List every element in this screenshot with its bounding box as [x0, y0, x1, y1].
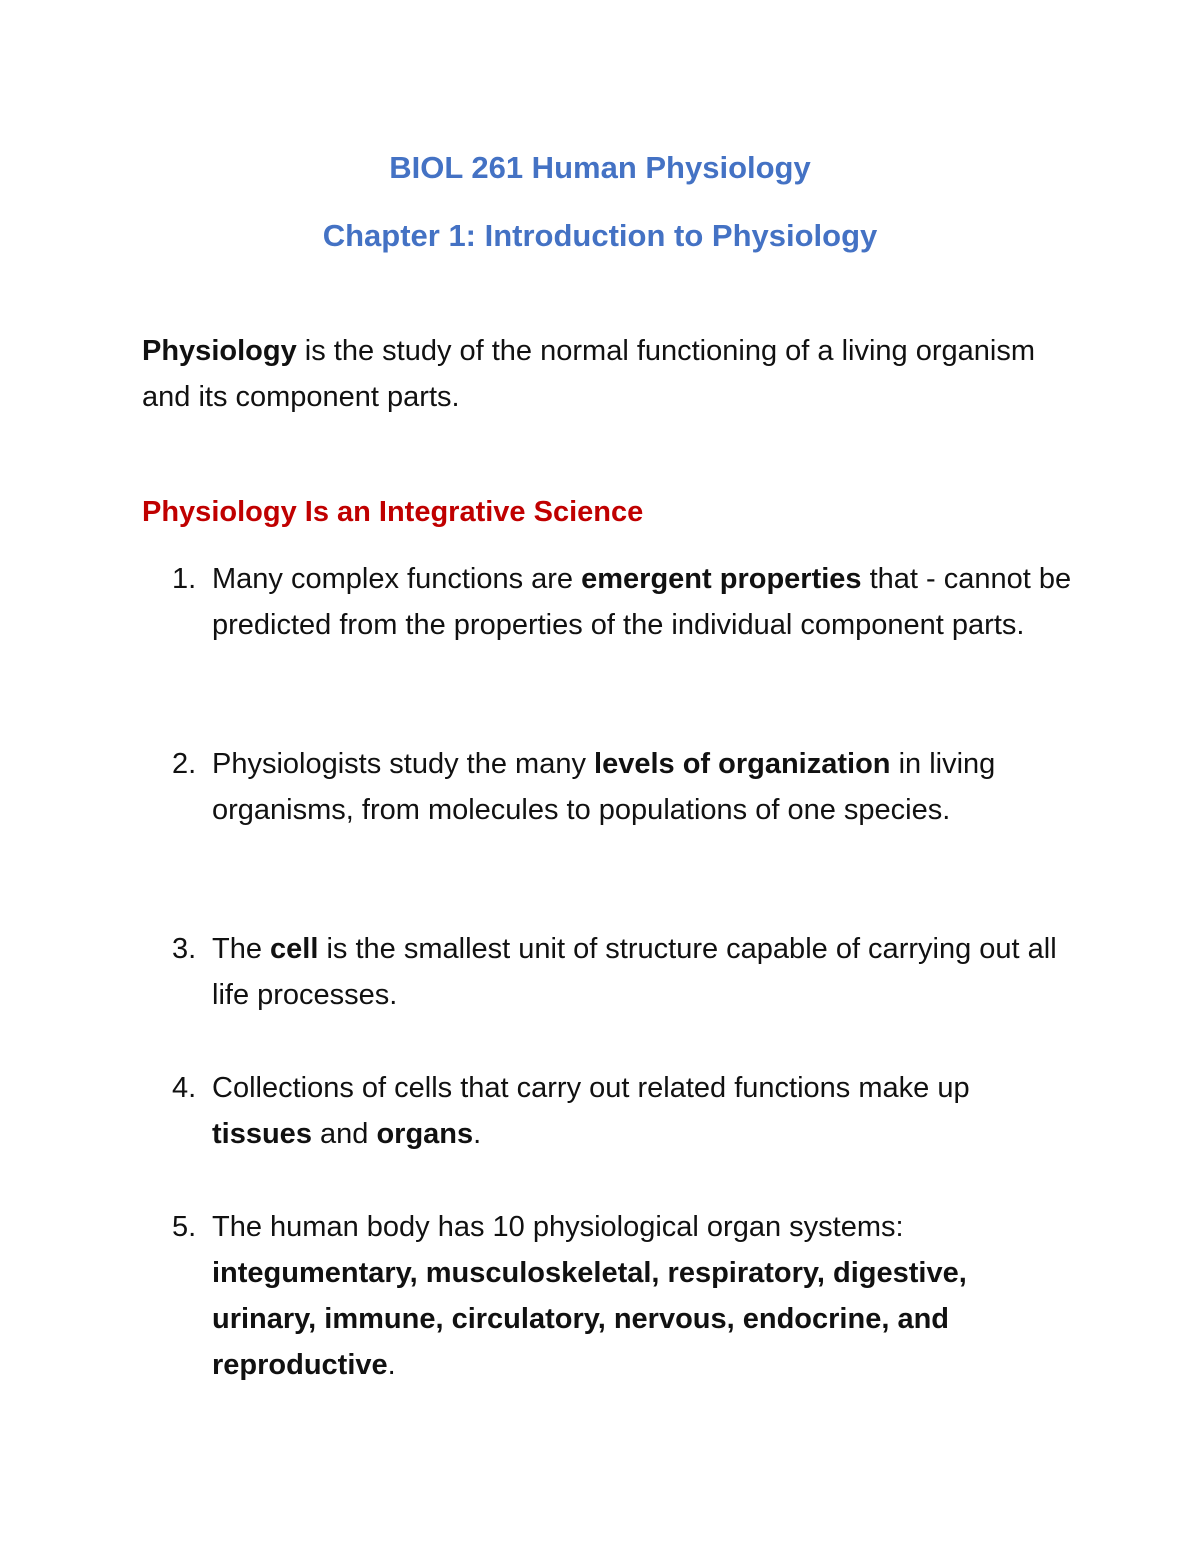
list-item-bold-term: cell	[270, 933, 319, 965]
list-item-text-segment: is the smallest unit of structure capable of carrying out all life processes.	[212, 933, 1057, 1011]
list-item-number: 5.	[172, 1211, 197, 1243]
list-item-bold-term: organs	[376, 1118, 474, 1150]
list-item-text-segment: that - cannot be predicted from the properties of the individual component parts.	[212, 563, 1072, 641]
list-item-text	[212, 556, 1072, 648]
chapter-title: Chapter 1: Introduction to Physiology	[322, 218, 878, 253]
list-item-text	[212, 741, 1072, 833]
list-item-number: 3.	[172, 933, 197, 965]
list-item-text-segment: Physiologists study the many	[212, 748, 595, 780]
course-title: BIOL 261 Human Physiology	[389, 150, 811, 185]
list-item-bold-term: emergent properties	[581, 563, 862, 595]
list-item-text-segment: Many complex functions are	[212, 563, 582, 595]
list-item-text-segment: .	[387, 1349, 396, 1381]
list-item-text-segment: The	[212, 933, 271, 965]
list-item-number: 2.	[172, 748, 197, 780]
intro-term: Physiology	[142, 335, 297, 367]
intro-definition: is the study of the normal functioning of a living organism and its component parts.	[142, 335, 1035, 413]
list-item-bold-term: integumentary, musculoskeletal, respiratory, digestive, urinary, immune, circulatory, nervous, endocrine, and reproductive	[212, 1257, 967, 1381]
list-item-text-segment: in living organisms, from molecules to populations of one species.	[212, 748, 996, 826]
list-item	[172, 556, 1072, 648]
list-item	[172, 926, 1072, 1018]
list-item	[172, 1065, 1072, 1157]
list-item	[172, 741, 1072, 833]
list-item-text	[212, 926, 1072, 1018]
list-item-text	[212, 1065, 1072, 1157]
intro-paragraph	[142, 328, 1072, 420]
list-item-bold-term: tissues	[212, 1118, 312, 1150]
list-item-number: 4.	[172, 1072, 197, 1104]
list-item-text-segment: .	[473, 1118, 482, 1150]
list-item-bold-term: levels of organization	[594, 748, 891, 780]
list-item	[172, 1204, 1072, 1388]
list-item-text	[212, 1204, 1072, 1388]
list-item-number: 1.	[172, 563, 197, 595]
list-item-text-segment: and	[311, 1118, 377, 1150]
list-item-text-segment: The human body has 10 physiological organ systems:	[212, 1211, 904, 1243]
section-heading: Physiology Is an Integrative Science	[142, 496, 644, 528]
list-item-text-segment: Collections of cells that carry out related functions make up	[212, 1072, 970, 1104]
